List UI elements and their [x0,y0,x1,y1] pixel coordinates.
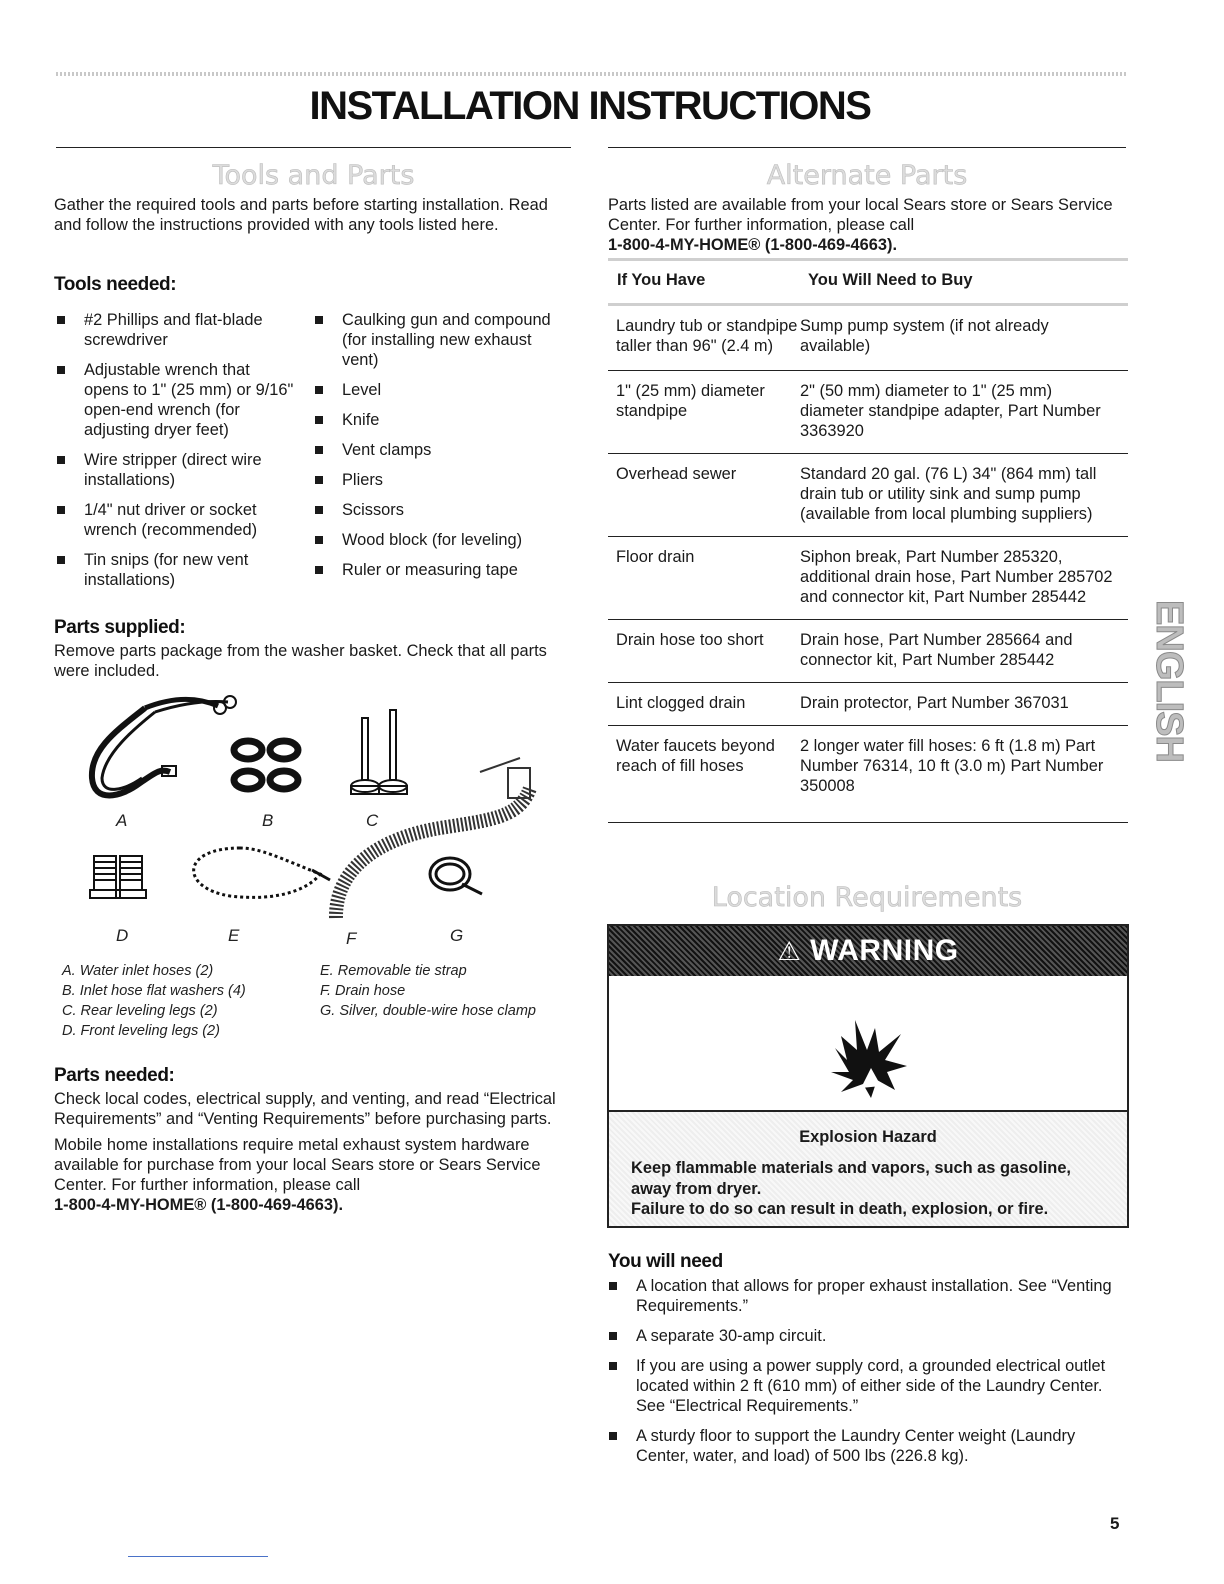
list-item: A sturdy floor to support the Laundry Center weight (Laundry Center, water, and load) of 500 lbs (226.8 kg). [606,1426,1118,1466]
tools-list-left [54,310,294,600]
warning-triangle-icon: ⚠ [777,936,802,966]
table-row [608,683,1128,726]
parts-needed-phone: 1-800-4-MY-HOME® (1-800-469-4663). [54,1196,344,1214]
front-leveling-legs-drawing [90,856,146,898]
left-column-rule [56,147,571,148]
parts-supplied-text: Remove parts package from the washer basket. Check that all parts were included. [54,642,547,680]
parts-needed-label: Parts needed: [54,1065,175,1086]
list-item: Ruler or measuring tape [312,560,552,580]
alternate-parts-phone: 1-800-4-MY-HOME® (1-800-469-4663). [608,236,898,254]
parts-needed-paragraph-2: Mobile home installations require metal exhaust system hardware available for purchase from your local Sears store or Sears Service Center. For further information, please call [54,1136,541,1194]
figure-letter-e: E [228,926,240,945]
figure-letter-f: F [346,929,357,948]
caption: B. Inlet hose flat washers (4) [62,983,246,999]
cell-buy: Drain hose, Part Number 285664 and connector kit, Part Number 285442 [800,631,1073,669]
hazard-title: Explosion Hazard [799,1128,937,1146]
table-row [608,726,1128,823]
column-header-have: If You Have [617,271,706,289]
cell-buy: 2" (50 mm) diameter to 1" (25 mm) diameter standpipe adapter, Part Number 3363920 [800,382,1101,440]
list-item: Pliers [312,470,552,490]
tools-parts-heading: Tools and Parts [212,160,415,191]
table-row [608,620,1128,683]
figure-letter-c: C [366,811,379,830]
cell-have: Floor drain [616,548,695,566]
page-number: 5 [1110,1514,1120,1533]
cell-have: Laundry tub or standpipe taller than 96" (2.4 m) [616,317,798,355]
hose-clamp-drawing [430,858,482,894]
explosion-icon [609,976,1127,1110]
figure-letter-a: A [116,811,128,830]
alternate-parts-intro-text: Parts listed are available from your local Sears store or Sears Service Center. For further information, please call [608,196,1113,234]
rear-leveling-legs-drawing [351,710,407,794]
captions-right [320,961,570,1021]
cell-buy: 2 longer water fill hoses: 6 ft (1.8 m) Part Number 76314, 10 ft (3.0 m) Part Number 350008 [800,737,1104,795]
alternate-parts-table [608,258,1128,823]
flat-washers-drawing [234,741,298,789]
list-item: A separate 30-amp circuit. [606,1326,1118,1346]
list-item: 1/4" nut driver or socket wrench (recommended) [54,500,294,540]
warning-banner-text [609,934,1127,968]
tools-parts-intro: Gather the required tools and parts before starting installation. Read and follow the instructions provided with any tools listed here. [54,196,548,234]
list-item: Vent clamps [312,440,552,460]
list-item: Level [312,380,552,400]
alternate-parts-intro [608,195,1118,255]
list-item: Scissors [312,500,552,520]
list-item: If you are using a power supply cord, a grounded electrical outlet located within 2 ft (610 mm) of either side of the Laundry Center. See “Electrical Requirements.” [606,1356,1118,1416]
tools-list-right [312,310,552,590]
table-row [608,537,1128,620]
caption: F. Drain hose [320,983,406,999]
tie-strap-drawing [194,848,330,897]
parts-needed-paragraph-1: Check local codes, electrical supply, and venting, and read “Electrical Requirements” and “Venting Requirements” before purchasing parts. [54,1090,556,1128]
warning-image-area [609,976,1127,1112]
list-item: Wire stripper (direct wire installations) [54,450,294,490]
right-column-rule [608,147,1126,148]
table-header [608,258,1128,306]
list-item: Caulking gun and compound (for installing new exhaust vent) [312,310,552,370]
list-item: Wood block (for leveling) [312,530,552,550]
column-header-buy: You Will Need to Buy [808,271,973,289]
you-will-need-list [606,1276,1118,1476]
drain-hose-drawing [336,758,530,918]
cell-have: Water faucets beyond reach of fill hoses [616,737,775,775]
bottom-link-line [128,1556,268,1557]
list-item: #2 Phillips and flat-blade screwdriver [54,310,294,350]
cell-buy: Siphon break, Part Number 285320, additional drain hose, Part Number 285702 and connector kit, Part Number 285442 [800,548,1113,606]
parts-illustration [80,688,570,928]
table-row [608,454,1128,537]
list-item: Knife [312,410,552,430]
warning-line-1: Keep flammable materials and vapors, such as gasoline, away from dryer. [631,1159,1071,1198]
parts-supplied-label: Parts supplied: [54,617,186,638]
water-inlet-hoses-drawing [92,696,236,796]
location-requirements-heading: Location Requirements [711,882,1023,913]
list-item: Adjustable wrench that opens to 1" (25 mm) or 9/16" open-end wrench (for adjusting dryer feet) [54,360,294,440]
you-will-need-label: You will need [608,1251,723,1272]
figure-letter-g: G [450,926,464,945]
caption: A. Water inlet hoses (2) [62,963,214,979]
warning-message [609,1112,1127,1226]
cell-have: Lint clogged drain [616,694,746,712]
warning-line-2: Failure to do so can result in death, explosion, or fire. [631,1200,1049,1218]
caption: G. Silver, double-wire hose clamp [320,1003,536,1019]
cell-have: Drain hose too short [616,631,764,649]
cell-buy: Drain protector, Part Number 367031 [800,694,1069,712]
alternate-parts-heading: Alternate Parts [766,160,968,191]
tools-needed-label: Tools needed: [54,274,177,295]
table-row [608,371,1128,454]
figure-letter-b: B [262,811,274,830]
caption: D. Front leveling legs (2) [62,1023,220,1039]
top-decorative-band [56,72,1126,76]
table-row [608,306,1128,371]
caption: C. Rear leveling legs (2) [62,1003,218,1019]
cell-buy: Standard 20 gal. (76 L) 34" (864 mm) tall drain tub or utility sink and sump pump (available from local plumbing suppliers) [800,465,1097,523]
warning-box [607,924,1129,1228]
figure-letter-d: D [116,926,129,945]
captions-left [62,961,312,1041]
cell-have: Overhead sewer [616,465,737,483]
parts-needed-text [54,1089,574,1215]
side-tab-label: ENGLISH [1148,600,1190,762]
list-item: Tin snips (for new vent installations) [54,550,294,590]
cell-buy: Sump pump system (if not already available) [800,317,1049,355]
caption: E. Removable tie strap [320,963,467,979]
list-item: A location that allows for proper exhaust installation. See “Venting Requirements.” [606,1276,1118,1316]
page-title: INSTALLATION INSTRUCTIONS [309,84,871,128]
language-side-tab [1148,566,1190,796]
cell-have: 1" (25 mm) diameter standpipe [616,382,765,420]
warning-label: WARNING [810,934,959,967]
